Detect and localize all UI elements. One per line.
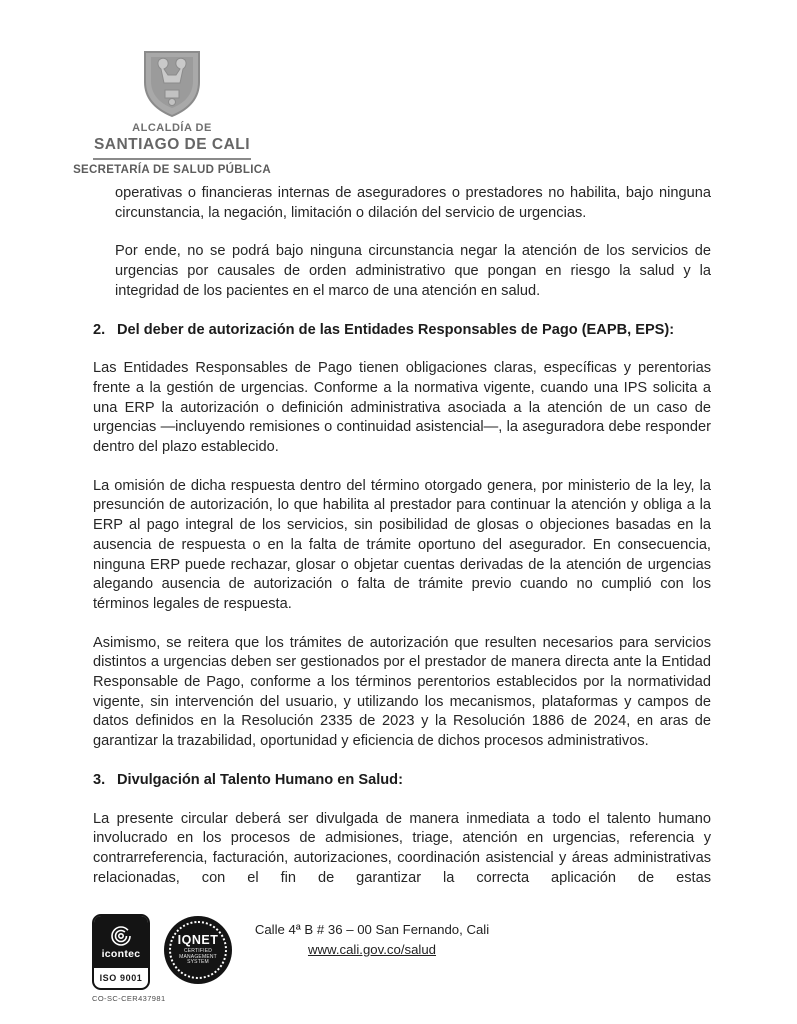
icontec-badge bbox=[92, 914, 150, 990]
department-name: SECRETARÍA DE SALUD PÚBLICA bbox=[73, 164, 271, 176]
iso-9001-label: ISO 9001 bbox=[99, 973, 143, 983]
body-paragraph: Las Entidades Responsables de Pago tienen obligaciones claras, específicas y perentorias frente a la gestión de urgencias. Conforme a la normativa vigente, cuando una IPS solicita a una ERP la autorización o definición administrativa asociada a la atención de un caso de urgencias —incluyendo remisiones o continuidad asistencial—, la aseguradora debe responder dentro del plazo establecido. bbox=[93, 360, 711, 456]
org-name-large: SANTIAGO DE CALI bbox=[93, 136, 251, 153]
heading-title: Divulgación al Talento Humano en Salud: bbox=[117, 771, 403, 788]
footer-address-block bbox=[232, 920, 512, 960]
document-body bbox=[93, 184, 711, 907]
icontec-label: icontec bbox=[101, 948, 141, 960]
cali-coat-of-arms-logo bbox=[131, 50, 213, 118]
icontec-spiral-icon bbox=[110, 925, 132, 947]
section-heading-2 bbox=[93, 321, 711, 341]
section-heading-3 bbox=[93, 771, 711, 791]
letterhead-divider bbox=[93, 158, 251, 160]
heading-title: Del deber de autorización de las Entidades Responsables de Pago (EAPB, EPS): bbox=[117, 321, 675, 338]
iqnet-badge bbox=[164, 916, 232, 984]
iqnet-sublabel: CERTIFIED MANAGEMENT SYSTEM bbox=[179, 948, 217, 966]
website-link[interactable]: www.cali.gov.co/salud bbox=[307, 942, 437, 957]
iqnet-label: IQNET bbox=[177, 933, 219, 948]
certification-badges bbox=[92, 914, 232, 1003]
body-paragraph: Asimismo, se reitera que los trámites de autorización que resulten necesarios para servicios distintos a urgencias deben ser gestionados por el prestador de manera directa ante la Entidad Responsable de Pago, conforme a los términos perentorios establecidos por la normatividad vigente, sin intervención del usuario, y utilizando los mecanismos, plataformas y campos de datos definidos en la Resolución 2335 de 2023 y la Resolución 1886 de 2024, en aras de garantizar la trazabilidad, oportunidad y eficiencia de dichos procesos administrativos. bbox=[93, 634, 711, 750]
intro-paragraph: operativas o financieras internas de aseguradores o prestadores no habilita, bajo ninguna circunstancia, la negación, limitación o dilación del servicio de urgencias. bbox=[115, 185, 711, 221]
body-paragraph: La presente circular deberá ser divulgada de manera inmediata a todo el talento humano involucrado en los procesos de admisiones, triage, atención en urgencias, referencia y contrarreferencia, facturación, autorizaciones, coordinación asistencial y áreas administrativas relacionadas, con el fin de garantizar la correcta aplicación de estas bbox=[93, 810, 711, 886]
certificate-code: CO-SC-CER437981 bbox=[92, 994, 166, 1003]
body-paragraph: La omisión de dicha respuesta dentro del término otorgado genera, por ministerio de la ley, la presunción de autorización, lo que habilita al prestador para continuar la atención y obliga a la ERP al pago integral de los servicios, sin posibilidad de glosas o objeciones basadas en la ausencia de respuesta o en la falta de trámite oportuno del asegurador. En consecuencia, ninguna ERP puede rechazar, glosar o objetar cuentas derivadas de la atención de urgencias alegando ausencia de autorización o falta de trámite previo cuando no cumplió con los términos legales de respuesta. bbox=[93, 477, 711, 612]
org-name-small: ALCALDÍA DE bbox=[132, 122, 212, 134]
iqnet-dotted-ring bbox=[169, 921, 227, 979]
intro-paragraph: Por ende, no se podrá bajo ninguna circunstancia negar la atención de los servicios de urgencias por causales de orden administrativo que pongan en riesgo la salud y la integridad de los pacientes en el marco de una atención en salud. bbox=[115, 243, 711, 299]
heading-number: 3. bbox=[93, 771, 106, 788]
heading-number: 2. bbox=[93, 321, 106, 338]
letterhead bbox=[62, 50, 282, 176]
footer-address: Calle 4ª B # 36 – 00 San Fernando, Cali bbox=[254, 922, 490, 937]
